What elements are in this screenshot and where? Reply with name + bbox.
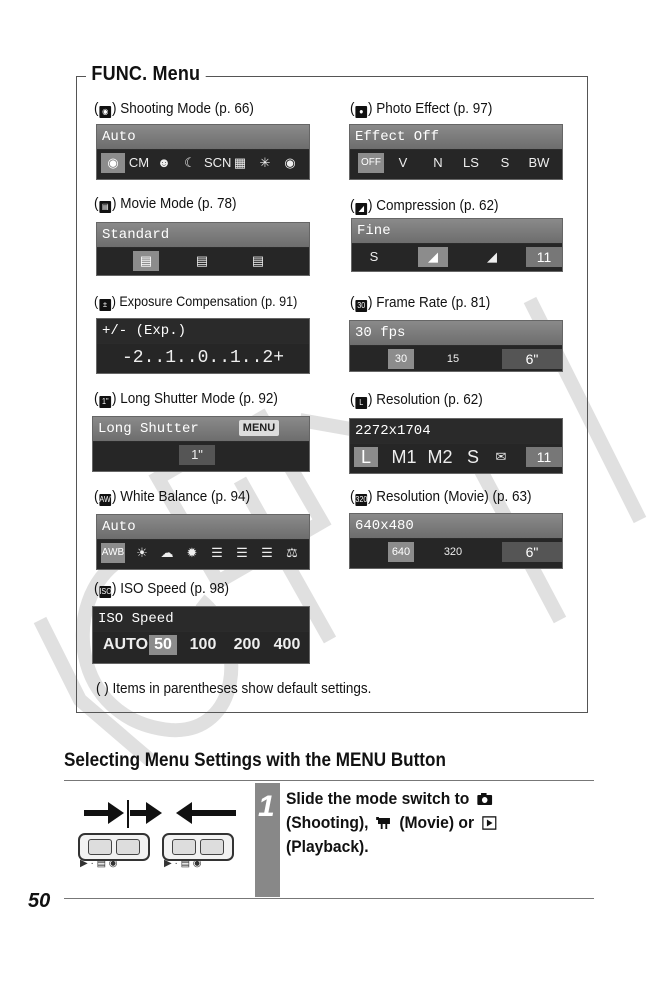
cloudy-icon: ☁ bbox=[160, 545, 174, 560]
standard-movie-icon: ▤ bbox=[133, 251, 159, 271]
label-iso-speed: (ISO) ISO Speed (p. 98) bbox=[94, 580, 230, 597]
vivid-icon: V bbox=[398, 155, 408, 170]
shooting-mode-screen bbox=[96, 124, 310, 180]
label-long-shutter: ( 1" ) Long Shutter Mode (p. 92) bbox=[94, 390, 278, 407]
label-resolution: ( L ) Resolution (p. 62) bbox=[350, 391, 483, 408]
shots-remaining: 11 bbox=[526, 247, 562, 267]
resolution-movie-screen bbox=[349, 513, 563, 569]
mode-switch-shooting-icon bbox=[78, 833, 150, 861]
iso-speed-screen bbox=[92, 606, 310, 664]
step-instruction: Slide the mode switch to (Shooting), (Movie) or (Playback). bbox=[286, 787, 562, 859]
label-resolution-movie: (320) Resolution (Movie) (p. 63) bbox=[350, 488, 532, 505]
frame-rate-icon: 30 bbox=[357, 301, 366, 310]
iso-200: 200 bbox=[233, 636, 261, 653]
compression-icon: ◢ bbox=[355, 203, 367, 215]
manual-mode-icon: CM bbox=[128, 155, 150, 170]
movie-mode-value: Standard bbox=[97, 223, 309, 247]
photo-effect-icon: ● bbox=[355, 106, 367, 118]
mode-switch-playback-icon bbox=[162, 833, 234, 861]
label-photo-effect: ( ● ) Photo Effect (p. 97) bbox=[350, 100, 493, 117]
label-movie-mode: ( ▤ ) Movie Mode (p. 78) bbox=[94, 195, 237, 212]
bottom-divider bbox=[64, 898, 594, 899]
movie-resolution-icon: 320 bbox=[355, 495, 368, 504]
normal-icon: ◢ bbox=[487, 249, 497, 264]
menu-badge: MENU bbox=[239, 420, 279, 436]
white-balance-screen bbox=[96, 514, 310, 570]
resolution-movie-value: 640x480 bbox=[350, 514, 562, 538]
compression-value: Fine bbox=[352, 219, 562, 243]
shutter-value: 1" bbox=[179, 445, 215, 465]
label-exposure: ( ± ) Exposure Compensation (p. 91) bbox=[94, 293, 298, 309]
exposure-value: +/- (Exp.) bbox=[97, 319, 309, 343]
shooting-mode-value: Auto bbox=[97, 125, 309, 149]
fast-frame-movie-icon: ▤ bbox=[195, 253, 209, 268]
effect-off-icon: OFF bbox=[358, 153, 384, 173]
switch-positions-playback-icon: ▶ · ▤ ◉ bbox=[164, 858, 202, 869]
320-icon: 320 bbox=[443, 546, 463, 558]
custom-wb-icon: ⚖ bbox=[286, 545, 298, 560]
camera-icon: ◉ bbox=[99, 106, 111, 118]
section-divider bbox=[64, 780, 594, 781]
sepia-icon: S bbox=[500, 155, 510, 170]
postcard-icon: ✉ bbox=[495, 449, 507, 464]
fine-icon: ◢ bbox=[418, 247, 448, 267]
long-shutter-value: Long Shutter bbox=[93, 417, 309, 441]
compact-movie-icon: ▤ bbox=[251, 253, 265, 268]
awb-icon: AWB bbox=[99, 495, 116, 504]
photo-effect-screen bbox=[349, 124, 563, 180]
movie-mode-icon: ▤ bbox=[99, 201, 111, 213]
movie-icon bbox=[376, 816, 393, 830]
switch-arrows-icon bbox=[80, 796, 240, 832]
underwater-icon: ☰ bbox=[261, 545, 273, 560]
label-shooting-mode: ( ◉ ) Shooting Mode (p. 66) bbox=[94, 100, 254, 117]
large-icon: L bbox=[354, 447, 378, 467]
exposure-scale: -2..1..0..1..2+ bbox=[97, 344, 309, 373]
label-compression: ( ◢ ) Compression (p. 62) bbox=[350, 197, 499, 214]
640-icon: 640 bbox=[388, 542, 414, 562]
auto-wb-icon: AWB bbox=[101, 543, 125, 563]
portrait-icon: ☻ bbox=[157, 155, 171, 170]
label-frame-rate: ( 30 ) Frame Rate (p. 81) bbox=[350, 294, 491, 311]
frame-rate-screen bbox=[349, 320, 563, 372]
movie-res-time-remaining: 6" bbox=[502, 542, 562, 562]
medium2-icon: M2 bbox=[427, 447, 453, 467]
15fps-icon: 15 bbox=[446, 353, 460, 365]
camera-icon bbox=[476, 792, 493, 806]
resolution-value: 2272x1704 bbox=[350, 419, 562, 443]
night-icon: ☾ bbox=[184, 155, 196, 170]
stitch-icon: ▦ bbox=[233, 155, 247, 170]
iso-speed-value: ISO Speed bbox=[93, 607, 309, 631]
resolution-screen bbox=[349, 418, 563, 474]
daylight-icon: ☀ bbox=[136, 545, 148, 560]
long-shutter-icon: 1" bbox=[99, 396, 111, 408]
exposure-screen bbox=[96, 318, 310, 374]
iso-400: 400 bbox=[273, 636, 301, 653]
resolution-shots-remaining: 11 bbox=[526, 447, 562, 467]
playback-icon bbox=[481, 816, 498, 830]
neutral-icon: N bbox=[433, 155, 443, 170]
superfine-icon: S bbox=[369, 249, 379, 264]
medium1-icon: M1 bbox=[391, 447, 417, 467]
30fps-icon: 30 bbox=[388, 349, 414, 369]
section-title: Selecting Menu Settings with the MENU Button bbox=[64, 750, 446, 771]
movie-time-remaining: 6" bbox=[502, 349, 562, 369]
default-settings-note: ( ) Items in parentheses show default settings. bbox=[96, 680, 372, 697]
label-white-balance: (AWB) White Balance (p. 94) bbox=[94, 488, 251, 505]
page-number: 50 bbox=[28, 890, 51, 912]
fluorescent-h-icon: ☰ bbox=[236, 545, 248, 560]
black-white-icon: BW bbox=[528, 155, 550, 170]
step-number: 1 bbox=[258, 790, 275, 823]
scene-icon: SCN bbox=[204, 155, 232, 170]
small-icon: S bbox=[466, 447, 479, 467]
long-shutter-screen bbox=[92, 416, 310, 472]
tungsten-icon: ✹ bbox=[186, 545, 198, 560]
func-menu-title: FUNC. Menu bbox=[86, 63, 206, 86]
resolution-icon: L bbox=[355, 397, 367, 409]
iso-auto: AUTO bbox=[103, 636, 149, 653]
white-balance-value: Auto bbox=[97, 515, 309, 539]
movie-mode-screen bbox=[96, 222, 310, 276]
color-accent-icon: ◉ bbox=[284, 155, 296, 170]
fireworks-icon: ✳ bbox=[259, 155, 271, 170]
iso-icon: ISO bbox=[99, 587, 112, 596]
low-sharpening-icon: LS bbox=[463, 155, 479, 170]
photo-effect-value: Effect Off bbox=[350, 125, 562, 149]
fluorescent-icon: ☰ bbox=[211, 545, 223, 560]
iso-50: 50 bbox=[149, 635, 177, 655]
exposure-icon: ± bbox=[99, 299, 111, 311]
switch-positions-icon: ▶ · ▤ ◉ bbox=[80, 858, 118, 869]
frame-rate-value: 30 fps bbox=[350, 321, 562, 345]
iso-100: 100 bbox=[189, 636, 217, 653]
compression-screen bbox=[351, 218, 563, 272]
auto-camera-icon: ◉ bbox=[101, 153, 125, 173]
